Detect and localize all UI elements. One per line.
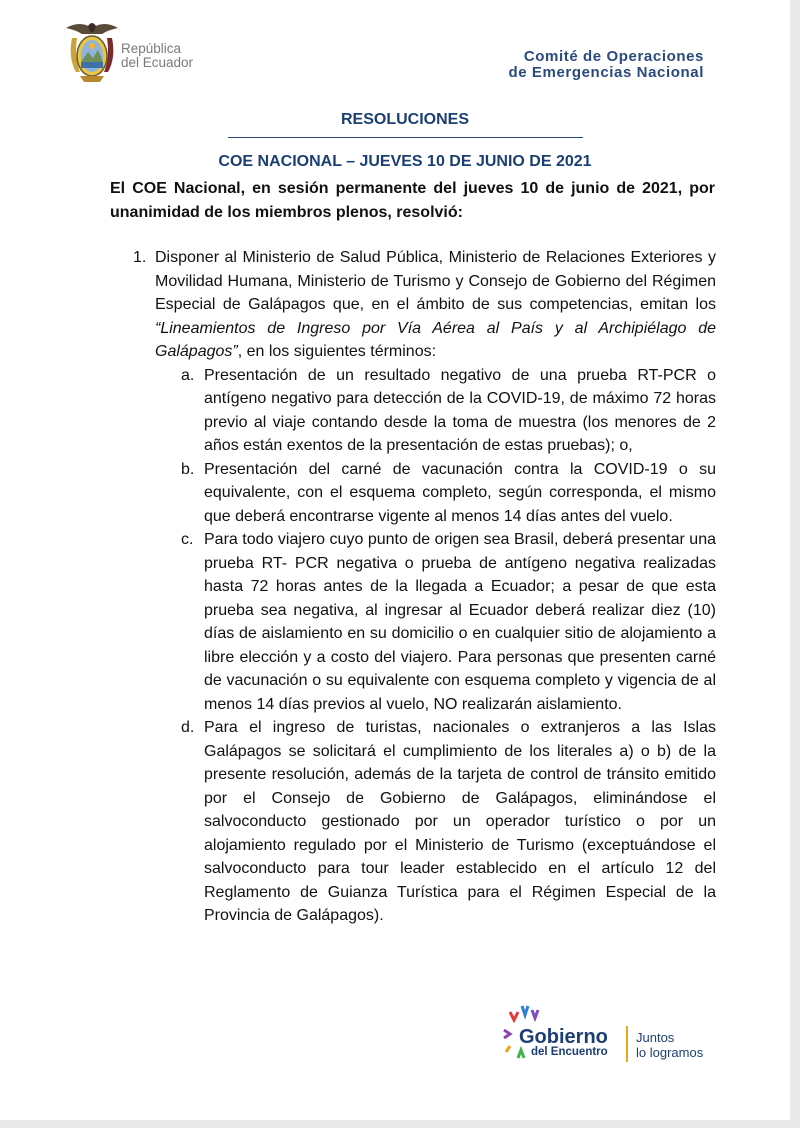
subitem-c: [181, 528, 716, 716]
encuentro-wordmark: del Encuentro: [531, 1046, 608, 1058]
subitem-text: Para todo viajero cuyo punto de origen sea Brasil, deberá presentar una prueba RT- PCR negativa o prueba de antígeno negativa realizadas hasta 72 horas antes de la llegada a Ecuador; a pesar de que esta prueba sea negativa, al ingresar al Ecuador deberá realizar diez (10) días de aislamiento en su domicilio o en cualquier sitio de alojamiento a libre elección y a costo del viajero. Para personas que presenten carné de vacunación o su equivalente con esquema completo y vigencia de al menos 14 días previos al vuelo, NO realizarán aislamiento.: [204, 531, 716, 713]
resolution-item-1: [133, 246, 716, 928]
subitem-a: [181, 364, 716, 458]
republica-del-ecuador-label: República del Ecuador: [121, 41, 194, 70]
subitem-text: Para el ingreso de turistas, nacionales o extranjeros a las Islas Galápagos se solicitará el cumplimiento de los literales a) o b) de la presente resolución, además de la tarjeta de control de tránsito emitido por el Consejo de Gobierno de Galápagos, eliminándose el salvoconducto gestionado por un operador turístico o por un alojamiento regulado por el Ministerio de Turismo (exceptuándose el salvoconducto para tour leader establecido en el artículo 12 del Reglamento de Guianza Turística para el Régimen Especial de la Provincia de Galápagos).: [204, 719, 716, 924]
subitem-d: [181, 716, 716, 928]
session-subtitle: COE NACIONAL – JUEVES 10 DE JUNIO DE 2021: [218, 153, 592, 170]
subitem-letter: d.: [181, 719, 195, 736]
logo-divider: [626, 1026, 628, 1062]
subitem-letter: c.: [181, 531, 194, 548]
juntos-slogan: Juntos lo logramos: [636, 1030, 704, 1060]
title-underline: [228, 137, 583, 138]
item-body: Disponer al Ministerio de Salud Pública, Ministerio de Relaciones Exteriores y Movilidad Humana, Ministerio de Turismo y Consejo de Gobierno del Régimen Especial de Galápagos que, en el ámbito de sus competencias, emitan los “Lineamientos de Ingreso por Vía Aérea al País y al Archipiélago de Galápagos”, en los siguientes términos:: [155, 249, 716, 360]
ecuador-coat-of-arms-icon: [62, 18, 122, 84]
subitem-letter: b.: [181, 460, 195, 478]
gobierno-wordmark: Gobierno: [519, 1026, 608, 1048]
item-number: 1.: [133, 249, 147, 266]
guidelines-title: “Lineamientos de Ingreso por Vía Aérea al País y al Archipiélago de Galápagos”: [155, 319, 716, 360]
subitem-text: Presentación del carné de vacunación contra la COVID-19 o su equivalente, con el esquema completo, según corresponda, el mismo que deberá encontrarse vigente al menos 14 días antes del vuelo.: [204, 460, 716, 525]
subitem-b: [181, 458, 716, 529]
intro-paragraph: El COE Nacional, en sesión permanente del jueves 10 de junio de 2021, por unanimidad de los miembros plenos, resolvió:: [110, 180, 715, 221]
coe-header-title: Comité de Operaciones de Emergencias Nacional: [508, 48, 704, 81]
subitem-letter: a.: [181, 366, 195, 384]
subitem-text: Presentación de un resultado negativo de una prueba RT-PCR o antígeno negativo para detección de la COVID-19, de máximo 72 horas previo al viaje contando desde la toma de muestra (los menores de 2 años están exentos de la presentación de estas pruebas); o,: [204, 366, 716, 454]
page-title: RESOLUCIONES: [340, 111, 469, 128]
